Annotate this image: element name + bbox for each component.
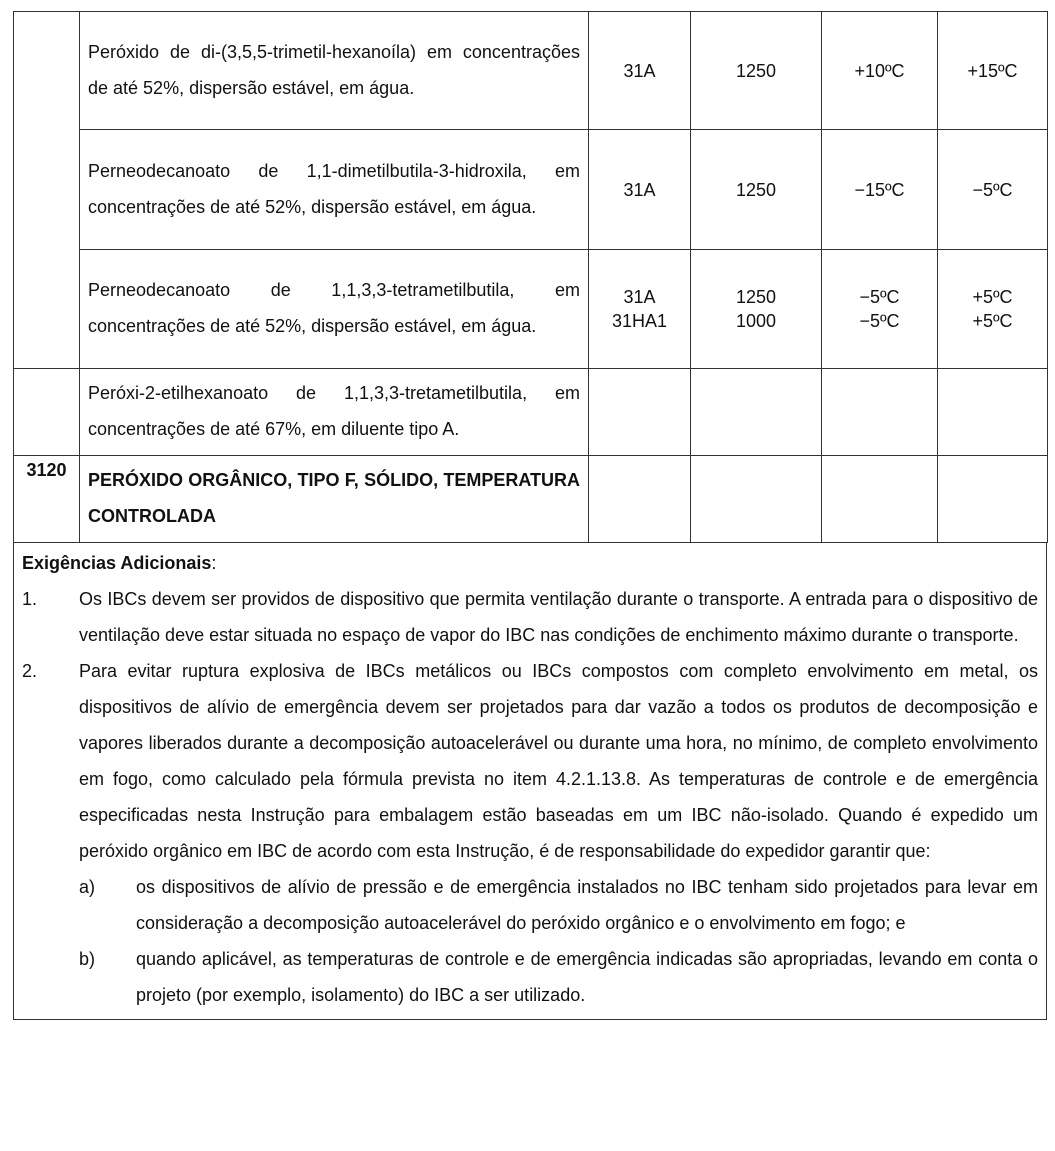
blank-code-cell <box>14 369 80 456</box>
substance-description: Perneodecanoato de 1,1-dimetilbutila-3-hidroxila, em concentrações de até 52%, dispersão estável, em água. <box>80 130 589 250</box>
item-number: 2. <box>22 661 38 681</box>
packing-table <box>13 11 1048 543</box>
emergency-temperature: +5ºC <box>972 311 1013 331</box>
list-item <box>22 581 1038 653</box>
sub-item <box>22 869 1038 941</box>
control-temperature: −5ºC <box>859 311 900 331</box>
substance-description: Perneodecanoato de 1,1,3,3-tetrametilbutila, em concentrações de até 52%, dispersão estável, em água. <box>80 250 589 369</box>
emergency-temperature: +15ºC <box>967 60 1018 81</box>
document <box>13 11 1047 1020</box>
item-text: Os IBCs devem ser providos de dispositivo que permita ventilação durante o transporte. A entrada para o dispositivo de ventilação deve estar situada no espaço de vapor do IBC nas condições de enchimento máximo durante o transporte. <box>79 589 1038 645</box>
max-quantity: 1250 <box>735 179 777 200</box>
table-row <box>14 456 1048 543</box>
control-temperature: −15ºC <box>854 179 905 200</box>
entry-title: PERÓXIDO ORGÂNICO, TIPO F, SÓLIDO, TEMPERATURA CONTROLADA <box>80 456 589 543</box>
max-quantity: 1250 <box>735 287 777 307</box>
blank-code-cell <box>14 12 80 369</box>
table-row <box>14 369 1048 456</box>
ibc-type: 31HA1 <box>611 311 668 331</box>
control-temperature: +10ºC <box>854 60 905 81</box>
max-quantity: 1250 <box>735 60 777 81</box>
sub-item-letter: a) <box>79 877 96 897</box>
un-number: 3120 <box>14 456 80 543</box>
sub-item-text: quando aplicável, as temperaturas de controle e de emergência indicadas são apropriadas, levando em conta o projeto (por exemplo, isolamento) do IBC a ser utilizado. <box>136 949 1038 1005</box>
sub-item-text: os dispositivos de alívio de pressão e de emergência instalados no IBC tenham sido projetados para levar em consideração a decomposição autoacelerável do peróxido orgânico e o envolvimento em fogo; e <box>136 877 1038 933</box>
table-row <box>14 12 1048 130</box>
sub-item <box>22 941 1038 1013</box>
emergency-temperature: −5ºC <box>972 179 1013 200</box>
table-row <box>14 130 1048 250</box>
substance-description: Peróxi-2-etilhexanoato de 1,1,3,3-tretametilbutila, em concentrações de até 67%, em diluente tipo A. <box>80 369 589 456</box>
sub-item-letter: b) <box>79 949 96 969</box>
ibc-type: 31A <box>623 287 656 307</box>
item-number: 1. <box>22 589 38 609</box>
item-text: Para evitar ruptura explosiva de IBCs metálicos ou IBCs compostos com completo envolvimento em metal, os dispositivos de alívio de emergência devem ser projetados para dar vazão a todos os produtos de decomposição e vapores liberados durante a decomposição autoacelerável ou durante uma hora, no mínimo, de completo envolvimento em fogo, como calculado pela fórmula prevista no item 4.2.1.13.8. As temperaturas de controle e de emergência especificadas nesta Instrução para embalagem estão baseadas em um IBC não-isolado. Quando é expedido um peróxido orgânico em IBC de acordo com esta Instrução, é de responsabilidade do expedidor garantir que: <box>79 661 1038 861</box>
additional-requirements <box>13 543 1047 1020</box>
max-quantity: 1000 <box>735 311 777 331</box>
table-row <box>14 250 1048 369</box>
ibc-type: 31A <box>623 60 656 81</box>
substance-description: Peróxido de di-(3,5,5-trimetil-hexanoíla) em concentrações de até 52%, dispersão estável, em água. <box>80 12 589 130</box>
control-temperature: −5ºC <box>859 287 900 307</box>
additional-heading: Exigências Adicionais <box>22 553 212 573</box>
list-item <box>22 653 1038 869</box>
emergency-temperature: +5ºC <box>972 287 1013 307</box>
ibc-type: 31A <box>623 179 656 200</box>
heading-colon: : <box>211 553 217 573</box>
